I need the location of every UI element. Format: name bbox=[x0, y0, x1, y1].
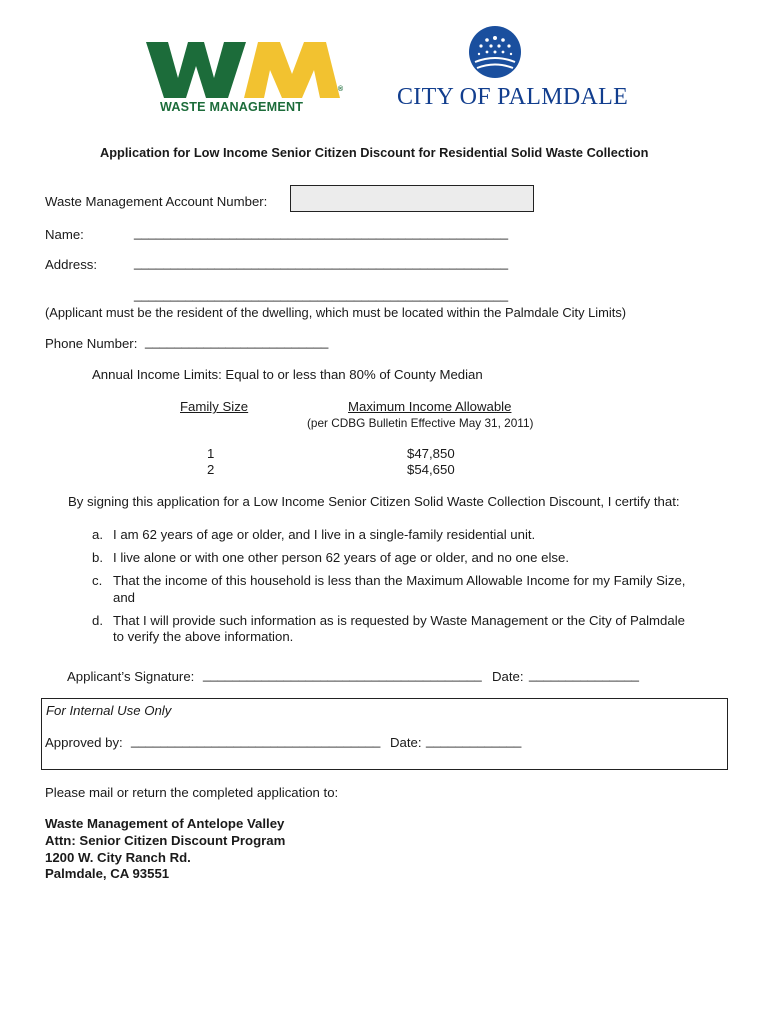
signature-date-label: Date: bbox=[492, 669, 524, 684]
mail-instruction: Please mail or return the completed application to: bbox=[45, 785, 339, 800]
wm-letters-graphic bbox=[146, 40, 348, 100]
page-title: Application for Low Income Senior Citizen Discount for Residential Solid Waste Collection bbox=[100, 145, 649, 160]
phone-field[interactable]: _________________________ bbox=[145, 334, 329, 349]
certify-item-letter: c. bbox=[92, 573, 103, 588]
name-label: Name: bbox=[45, 227, 84, 242]
registered-mark: ® bbox=[338, 86, 344, 93]
family-size-header: Family Size bbox=[180, 399, 249, 414]
address-field-line-2[interactable]: ___________________________________________________ bbox=[134, 287, 509, 302]
family-size-value: 1 bbox=[207, 446, 215, 461]
cdbg-effective-note: (per CDBG Bulletin Effective May 31, 2011) bbox=[307, 416, 534, 430]
signature-date-field[interactable]: _______________ bbox=[529, 667, 640, 682]
signature-label: Applicant’s Signature: bbox=[67, 669, 195, 684]
account-number-label: Waste Management Account Number: bbox=[45, 194, 268, 209]
palmdale-logo-text: CITY OF PALMDALE bbox=[397, 84, 629, 110]
certify-intro: By signing this application for a Low Income Senior Citizen Solid Waste Collection Discount, I certify that: bbox=[68, 494, 680, 509]
account-number-field[interactable] bbox=[290, 185, 534, 212]
certify-item-letter: d. bbox=[92, 613, 103, 628]
signature-field[interactable]: ______________________________________ bbox=[203, 667, 482, 682]
internal-use-title: For Internal Use Only bbox=[46, 703, 172, 718]
max-income-header: Maximum Income Allowable bbox=[348, 399, 512, 414]
mail-address-line: Palmdale, CA 93551 bbox=[45, 866, 170, 881]
internal-date-field[interactable]: _____________ bbox=[426, 733, 522, 748]
mail-address-line: Waste Management of Antelope Valley bbox=[45, 816, 285, 831]
approved-by-label: Approved by: bbox=[45, 735, 123, 750]
mail-address-line: Attn: Senior Citizen Discount Program bbox=[45, 833, 286, 848]
income-limits-heading: Annual Income Limits: Equal to or less than 80% of County Median bbox=[92, 367, 483, 382]
name-field[interactable]: ___________________________________________________ bbox=[134, 225, 509, 240]
certify-item-text-continued: and bbox=[113, 590, 136, 605]
certify-item-text: That the income of this household is less than the Maximum Allowable Income for my Family Size, bbox=[113, 573, 686, 588]
resident-note: (Applicant must be the resident of the dwelling, which must be located within the Palmdale City Limits) bbox=[45, 305, 627, 320]
phone-label: Phone Number: bbox=[45, 336, 138, 351]
internal-date-label: Date: bbox=[390, 735, 422, 750]
waste-management-logo bbox=[146, 40, 348, 116]
city-of-palmdale-logo bbox=[395, 24, 629, 114]
certify-item-text: That I will provide such information as is requested by Waste Management or the City of Palmdale bbox=[113, 613, 685, 628]
address-label: Address: bbox=[45, 257, 98, 272]
certify-item-text: I am 62 years of age or older, and I live in a single-family residential unit. bbox=[113, 527, 536, 542]
palmdale-sun-emblem bbox=[467, 24, 523, 80]
approved-by-field[interactable]: __________________________________ bbox=[131, 733, 381, 748]
wm-logo-caption: WASTE MANAGEMENT bbox=[160, 100, 304, 114]
max-income-value: $54,650 bbox=[407, 462, 455, 477]
mail-address-line: 1200 W. City Ranch Rd. bbox=[45, 850, 191, 865]
certify-item-letter: b. bbox=[92, 550, 103, 565]
certify-item-letter: a. bbox=[92, 527, 103, 542]
certify-item-text-continued: to verify the above information. bbox=[113, 629, 294, 644]
max-income-value: $47,850 bbox=[407, 446, 455, 461]
certify-item-text: I live alone or with one other person 62 years of age or older, and no one else. bbox=[113, 550, 569, 565]
family-size-value: 2 bbox=[207, 462, 215, 477]
address-field-line-1[interactable]: ___________________________________________________ bbox=[134, 255, 509, 270]
